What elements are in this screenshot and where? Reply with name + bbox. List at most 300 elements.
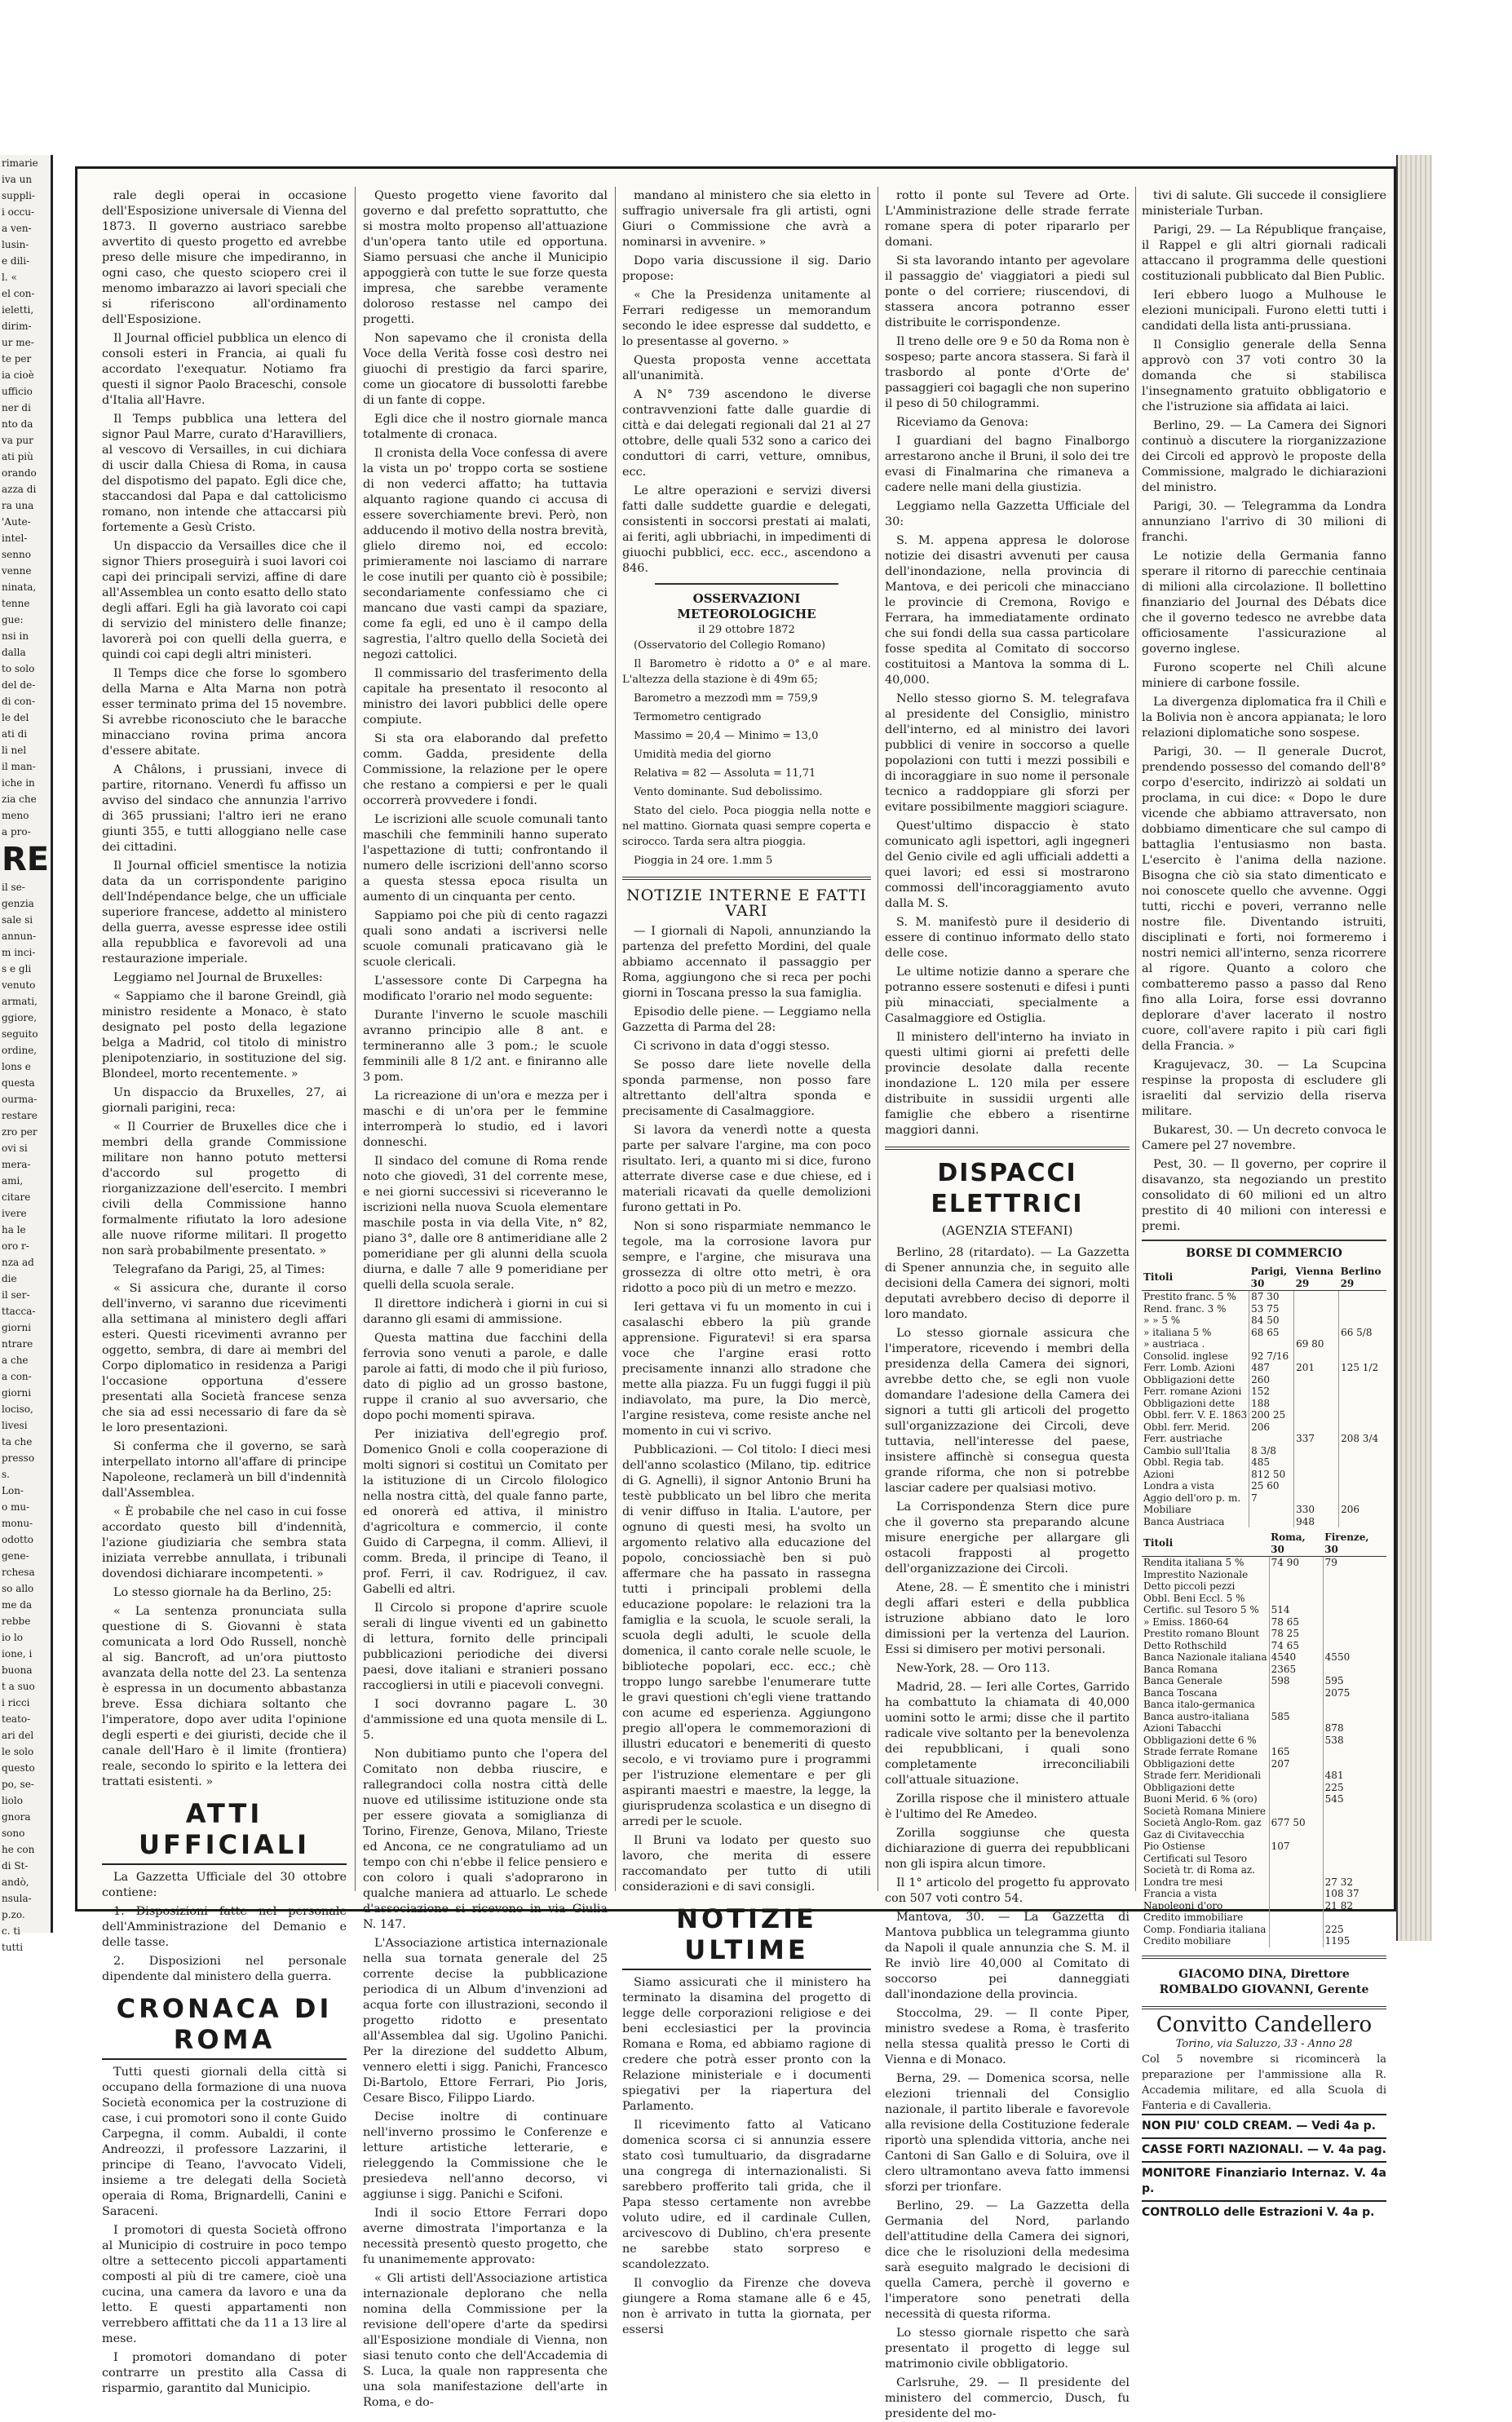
fragment-line: venne	[2, 565, 32, 577]
fragment-line: giorni	[2, 1387, 32, 1399]
paragraph: Dopo varia discussione il sig. Dario propose:	[622, 254, 871, 283]
bourse-cell: Londra tre mesi	[1142, 1876, 1269, 1889]
bourse-cell	[1269, 1829, 1323, 1841]
bourse-cell: Obbl. Beni Eccl. 5 %	[1142, 1593, 1269, 1605]
dispacci-agency: (AGENZIA STEFANI)	[941, 1223, 1073, 1238]
bourse-cell: Obbl. ferr. V. E. 1863	[1142, 1409, 1249, 1421]
bourse-cell: Londra a vista	[1142, 1480, 1249, 1492]
bourse-cell: 152	[1249, 1386, 1294, 1398]
bourse-cell: Banca Romana	[1142, 1664, 1269, 1676]
bourse-cell: 92 7/16	[1249, 1350, 1294, 1363]
paragraph: Leggiamo nella Gazzetta Ufficiale del 30:	[885, 500, 1130, 528]
fragment-line: ur me-	[2, 337, 34, 348]
fragment-line: presso	[2, 1452, 35, 1464]
fragment-line: t a suo	[2, 1681, 35, 1692]
bourse-row	[1142, 1616, 1386, 1629]
bourse-cell: 514	[1269, 1604, 1323, 1616]
bourse-cell: Società Romana Miniere	[1142, 1805, 1269, 1818]
paragraph: Mantova, 30. — La Gazzetta di Mantova pubblica un telegramma giunto da Napoli il quale annunzia che S. M. il Re inviò lire 40,000 al Comitato di soccorso pei danneggiati dall'inondazione della provincia.	[885, 1911, 1130, 2001]
bourse-header-cell: Roma, 30	[1269, 1531, 1323, 1557]
fragment-line: dirim-	[2, 320, 32, 332]
bourse-cell	[1269, 1805, 1323, 1818]
bourse-row	[1142, 1315, 1386, 1327]
fragment-line: po, se-	[2, 1779, 34, 1790]
atti-ufficiali-text	[102, 1870, 347, 1985]
bourse-cell	[1269, 1593, 1323, 1605]
cronaca-di-roma-heading: CRONACA DI ROMA	[102, 1993, 347, 2060]
bourse-cell: 74 90	[1269, 1557, 1323, 1569]
paragraph: I soci dovranno pagare L. 30 d'ammissione ed una quota mensile di L. 5.	[363, 1698, 608, 1742]
bourse-row	[1142, 1746, 1386, 1758]
paragraph: Barometro a mezzodì mm = 759,9	[634, 692, 818, 705]
fragment-line: meno	[2, 810, 29, 821]
paragraph: Un dispaccio da Versailles dice che il signor Thiers proseguirà i suoi lavori coi capi dei principali servizi, affine di dare all'Assemblea un conto esatto dello stato degli affari. Egli ha già lavorato coi capi di servizio del ministero delle finanze; lavorerà poi con quelli della guerra, e quindi coi capi degli altri ministeri.	[102, 540, 347, 661]
fragment-line: ggiore,	[2, 1012, 38, 1023]
paragraph: Questa proposta venne accettata all'unanimità.	[622, 354, 871, 382]
bourse-header-cell: Firenze, 30	[1323, 1531, 1386, 1557]
bourse-row	[1142, 1569, 1386, 1581]
fragment-line: oro r-	[2, 1240, 29, 1252]
bourse-row	[1142, 1398, 1386, 1410]
col5-articles	[1142, 188, 1386, 1235]
bourse-cell	[1294, 1421, 1339, 1434]
paragraph: Episodio delle piene. — Leggiamo nella Gazzetta di Parma del 28:	[622, 1005, 871, 1034]
fragment-line: seguito	[2, 1028, 38, 1040]
paragraph: Egli dice che il nostro giornale manca totalmente di cronaca.	[363, 413, 608, 441]
bourse-header-cell: Titoli	[1142, 1265, 1249, 1291]
bourse-row	[1142, 1664, 1386, 1676]
paragraph: Il Circolo si propone d'aprire scuole serali di lingue viventi ed un gabinetto di lettura, fornito delle principali pubblicazioni periodiche dei diversi paesi, dove italiani e stranieri possano raccogliersi in utili e piacevoli convegni.	[363, 1602, 608, 1692]
bourse-cell	[1323, 1711, 1386, 1723]
paragraph: Atene, 28. — È smentito che i ministri degli affari esteri e della pubblica istruzione abbiano dato le loro dimissioni per la vertenza del Laurion. Essi si dimisero per motivi personali.	[885, 1581, 1130, 1656]
column-rule	[355, 187, 356, 1891]
fragment-line: venuto	[2, 979, 36, 991]
fragment-line: di St-	[2, 1860, 29, 1872]
paragraph: Il ricevimento fatto al Vaticano domenica scorsa ci si annunzia essere stato così tumultuario, da disgradarne una congrega di internazionalisti. Si sarebbero profferito tali grida, che il Papa stesso certamente non avrebbe voluto udire, ed il cardinale Cullen, arcivescovo di Dublino, ch'era presente ne sarebbe stato sorpreso e scandolezzato.	[622, 2119, 871, 2271]
paragraph: Il commissario del trasferimento della capitale ha presentato il resoconto al ministro dei lavori pubblici delle opere compiute.	[363, 667, 608, 727]
bourse-row	[1142, 1593, 1386, 1605]
bourse-cell	[1323, 1864, 1386, 1876]
fragment-line: ione, i	[2, 1648, 33, 1660]
bourse-row	[1142, 1291, 1386, 1303]
bourse-cell	[1323, 1628, 1386, 1640]
bourse-row	[1142, 1604, 1386, 1616]
fragment-line: i occu-	[2, 206, 35, 218]
paragraph: Parigi, 30. — Il generale Ducrot, prendendo possesso del comando dell'8° corpo d'esercito, indirizzò ai soldati un proclama, in cui dice: « Dopo le dure vicende che abbiamo attraversato, non dobbiamo dimenticare che sul campo di battaglia l'entusiasmo non basta. L'esercito è l'anima della nazione. Bisogna che ciò sia stato dimenticato e noi conoscete quello che avvenne. Oggi tutti, ricchi e poveri, verranno nelle nostre file. Diventando istruiti, disciplinati e forti, noi formeremo i nostri nemici all'interno, senza ricorrere al rigore. Quanto a coloro che combatteremo passo a passo dal Reno fino alla Loira, forse essi dovranno deplorare d'aver lacerato il nostro cuore, coll'avere rapito i più cari figli della Francia. »	[1142, 745, 1386, 1053]
column-2	[363, 188, 608, 2409]
fragment-line: rimarie	[2, 157, 38, 169]
bourse-cell: Azioni Tabacchi	[1142, 1722, 1269, 1735]
bourse-cell	[1269, 1888, 1323, 1900]
fragment-line: c. ti	[2, 1925, 21, 1937]
bourse-cell: 201	[1294, 1362, 1339, 1374]
director-line: GIACOMO DINA, Direttore	[1178, 1967, 1350, 1981]
bourse-cell: 812 50	[1249, 1469, 1294, 1481]
paragraph: Decise inoltre di continuare nell'inverno prossimo le Conferenze e letture artistiche letterarie, e rieleggendo la Commissione che le presiedeva nell'anno decorso, vi aggiunse i sigg. Panichi e Scifoni.	[363, 2110, 608, 2201]
bourse-cell: Obbligazioni dette	[1142, 1758, 1269, 1770]
cronaca-text	[102, 2065, 347, 2397]
bourse-cell	[1269, 1793, 1323, 1805]
advert-line: CASSE FORTI NAZIONALI. — V. 4a pag.	[1142, 2137, 1386, 2161]
fragment-line: a ven-	[2, 223, 32, 234]
bourse-row	[1142, 1327, 1386, 1339]
paragraph: S. M. appena appresa le dolorose notizie dei disastri avvenuti per causa dell'inondazione, nella provincia di Mantova, e dei pericoli che minacciano le provincie di Cremona, Rovigo e Ferrara, ha immediatamente ordinato che sui fondi della sua cassa particolare fosse spedita al Comitato di soccorso costituitosi a Mantova la somma di L. 40,000.	[885, 534, 1130, 687]
fragment-line: a che	[2, 1355, 29, 1366]
bourse-row	[1142, 1433, 1386, 1445]
paragraph: Leggiamo nel Journal de Bruxelles:	[113, 971, 323, 984]
bourse-cell	[1339, 1421, 1386, 1434]
paragraph: Zorilla soggiunse che questa dichiarazione di guerra dei repubblicani non gli ispira alcun timore.	[885, 1827, 1130, 1871]
fragment-line: odotto	[2, 1534, 33, 1545]
paragraph: « Che la Presidenza unitamente al Ferrari redigesse un memorandum secondo le idee espresse dal suddetto, e lo presentasse al governo. »	[622, 289, 871, 348]
bourse-cell: 21 82	[1324, 1899, 1354, 1912]
paragraph: « Il Courrier de Bruxelles dice che i membri della grande Commissione militare non hanno potuto mettersi d'accordo sul progetto di riorganizzazione dell'esercito. I membri civili della Commissione hanno formalmente rifiutato la loro adesione alle nuove riforme militari. Il progetto non sarà probabilmente presentato. »	[102, 1120, 347, 1257]
bourse-cell	[1269, 1876, 1323, 1889]
paragraph: Non dubitiamo punto che l'opera del Comitato non debba riuscire, e rallegrandoci colla nostra città delle nuove ed utilissime istituzione onde sta per essere giovata a somiglianza di Torino, Firenze, Genova, Milano, Trieste ed Ancona, ce ne congratuliamo ad un tempo con chi n'ebbe il felice pensiero e con coloro i quali s'adoprarono in qualche maniera ad attuarlo. Le schede d'associazione si ricevono in via Giulia N. 147.	[363, 1748, 608, 1931]
bourse-row	[1142, 1841, 1386, 1853]
fragment-line: rebbe	[2, 1615, 31, 1627]
bourse-cell: 538	[1324, 1734, 1344, 1746]
bourse-row	[1142, 1492, 1386, 1505]
bourse-cell	[1323, 1593, 1386, 1605]
paragraph: Parigi, 30. — Telegramma da Londra annunziano l'arrivo di 30 milioni di franchi.	[1142, 500, 1386, 544]
bourse-header-cell: Berlino 29	[1339, 1265, 1386, 1291]
column-4	[885, 188, 1130, 2420]
paragraph: Nello stesso giorno S. M. telegrafava al presidente del Consiglio, ministro dell'interno, ed al ministro dei lavori pubblici di venire in soccorso a quelle popolazioni con tutti i mezzi possibili e di incoraggiare in suo nome il personale tecnico a raddoppiare gli sforzi per evitare possibilmente maggiori sciagure.	[885, 692, 1130, 814]
bourse-cell	[1249, 1433, 1294, 1445]
fragment-line: to solo	[2, 663, 35, 674]
fragment-line: monu-	[2, 1518, 33, 1529]
fragment-line: ia cioè	[2, 369, 34, 381]
bourse-cell: 208 3/4	[1341, 1433, 1379, 1444]
bourse-cell	[1323, 1664, 1386, 1676]
fragment-line: ourma-	[2, 1094, 38, 1105]
paragraph: Pioggia in 24 ore. 1.mm 5	[634, 855, 773, 867]
paragraph: Vento dominante. Sud debolissimo.	[634, 786, 823, 798]
paragraph: tivi di salute. Gli succede il consigliere ministeriale Turban.	[1142, 189, 1386, 218]
paragraph: Indi il socio Ettore Ferrari dopo averne dimostrata l'importanza e la necessità presentò questo progetto, che fu unanimemente approvato:	[363, 2207, 608, 2266]
bourse-cell: 4540	[1269, 1651, 1323, 1664]
meteo-heading: OSSERVAZIONI METEOROLOGICHE	[677, 591, 816, 621]
bourse-cell	[1339, 1409, 1386, 1421]
fragment-line: sono	[2, 1828, 25, 1839]
bourse-cell	[1323, 1853, 1386, 1865]
paragraph: Riceviamo da Genova:	[896, 416, 1029, 429]
paragraph: Il Journal officiel pubblica un elenco di consoli esteri in Francia, ai quali fu accordato l'exequatur. Notiamo fra questi il signor Paolo Braceschi, console d'Italia all'Havre.	[102, 332, 347, 407]
bourse-cell: Imprestito Nazionale	[1142, 1569, 1269, 1581]
fragment-line: iche in	[2, 777, 35, 789]
bourse-row	[1142, 1640, 1386, 1652]
paragraph: Relativa = 82 — Assoluta = 11,71	[634, 767, 816, 780]
paragraph: Umidità media del giorno	[634, 749, 771, 761]
paragraph: Durante l'inverno le scuole maschili avranno principio alle 8 ant. e termineranno alle 3 pom.; le scuole femminili alle 8 1/2 ant. e finiranno alle 3 pom.	[363, 1009, 608, 1084]
fragment-line: andò,	[2, 1876, 29, 1888]
bourse-row	[1142, 1935, 1386, 1947]
bourse-cell: Gaz di Civitavecchia	[1142, 1829, 1269, 1841]
bourse-cell: 27 32	[1324, 1876, 1354, 1888]
fragment-line: iva un	[2, 174, 33, 185]
bourse-cell	[1323, 1699, 1386, 1711]
paragraph: Il treno delle ore 9 e 50 da Roma non è sospeso; parte ancora stassera. Si farà il trasbordo al ponte d'Orte de' passaggieri coi bagagli che non superino il peso di 50 chilogrammi.	[885, 335, 1130, 410]
bourse-cell: Francia a vista	[1142, 1888, 1269, 1900]
bourse-row	[1142, 1853, 1386, 1865]
bourse-cell	[1323, 1805, 1386, 1818]
bourse-cell: 25 60	[1249, 1480, 1294, 1492]
bourse-cell: Banca Nazionale italiana	[1142, 1651, 1269, 1664]
paragraph: (Osservatorio del Collegio Romano)	[634, 639, 825, 652]
fragment-line: azza di	[2, 484, 37, 495]
bourse-cell	[1269, 1722, 1323, 1735]
fragment-line: e dili-	[2, 255, 30, 267]
bourse-cell: Pio Ostiense	[1142, 1841, 1269, 1853]
column-rule	[615, 187, 616, 1891]
fragment-line: ha le	[2, 1224, 26, 1235]
bourse-cell	[1269, 1699, 1323, 1711]
paragraph: Il 1° articolo del progetto fu approvato con 507 voti contro 54.	[885, 1876, 1130, 1905]
bourse-cell: 53 75	[1249, 1303, 1294, 1315]
notizie-ultime-heading: NOTIZIE ULTIME	[622, 1903, 871, 1970]
paragraph: Questa mattina due facchini della ferrovia sono venuti a parole, e dalle parole ai fatti, di modo che il più furioso, dato di piglio ad un grosso bastone, ruppe il cranio al suo avversario, che dopo pochi momenti spirava.	[363, 1332, 608, 1422]
fragment-line: ner di	[2, 402, 31, 413]
bourse-row	[1142, 1829, 1386, 1841]
paragraph: Le iscrizioni alle scuole comunali tanto maschili che femminili hanno superato l'aspettazione di tutti; confrontando il numero delle iscrizioni dell'anno scorso a questa stessa epoca risulta un aumento di un cinquanta per cento.	[363, 813, 608, 904]
fragment-line: di con-	[2, 696, 36, 707]
bourse-cell: 330	[1294, 1504, 1339, 1516]
bourse-cell	[1269, 1770, 1323, 1782]
bourse-cell	[1339, 1386, 1386, 1398]
bourse-cell	[1294, 1398, 1339, 1410]
fragment-line: le del	[2, 712, 29, 723]
dispacci-heading: DISPACCI ELETTRICI	[931, 1159, 1084, 1218]
fragment-line: tenne	[2, 598, 30, 609]
paragraph: mandano al ministero che sia eletto in suffragio universale fra gli artisti, ogni Giuri o Commissione che avrà a nominarsi in avvenire. »	[622, 189, 871, 249]
bourse-cell: 78 65	[1269, 1616, 1323, 1629]
fragment-line: genzia	[2, 898, 34, 909]
bourse-row	[1142, 1924, 1386, 1936]
bourse-cell	[1323, 1616, 1386, 1629]
bourse-cell: 108 37	[1324, 1888, 1359, 1899]
bourse-row	[1142, 1770, 1386, 1782]
bourse-cell: 87 30	[1249, 1291, 1294, 1303]
bourse-row	[1142, 1711, 1386, 1723]
fragment-line: ordine,	[2, 1045, 38, 1056]
fragment-line: s e gli	[2, 963, 32, 975]
bourse-cell	[1339, 1338, 1386, 1350]
paragraph: Tutti questi giornali della città si occupano della formazione di una nuova Società economica per la costruzione di case, i cui promotori sono il conte Guido Carpegna, il comm. Aubaldi, il conte Andreozzi, il professore Lazzarini, il principe di Teano, l'avvocato Videli, insieme a tre delegati della Società operaia di Roma, Brignardelli, Canini e Saraceni.	[102, 2066, 347, 2218]
separator	[1142, 1240, 1386, 1241]
fragment-line: a con-	[2, 1371, 32, 1382]
paragraph: La ricreazione di un'ora e mezza per i maschi e di un'ora per le femmine interromperà lo studio, ed i lavori donneschi.	[363, 1089, 608, 1149]
paragraph: Il cronista della Voce confessa di avere la vista un po' troppo corta se sostiene di non vederci affatto; ha tuttavia alquanto ragione quando ci accusa di essere soverchiamente brevi. Però, non adducendo il motivo della nostra brevità, glielo diremo noi, ed eccolo: primieramente noi lasciamo di narrare le cose inutili per quanto ciò è possibile; secondariamente confessiamo che ci mancano due vasti campi da spaziare, come fa egli, ed uno è il campo della sagrestia, l'altro quello della Società dei negozi cattolici.	[363, 447, 608, 661]
bourse-row	[1142, 1900, 1386, 1912]
dispacci-text	[885, 1245, 1130, 2422]
bourse-row	[1142, 1516, 1386, 1528]
bourse-cell: 8 3/8	[1249, 1445, 1294, 1457]
paragraph: « Sappiamo che il barone Greindl, già ministro residente a Monaco, è stato designato pel posto della legazione belga a Madrid, col titolo di ministro plenipotenziario, in sostituzione del sig. Blondeel, morto recentemente. »	[102, 990, 347, 1081]
bourse-row	[1142, 1722, 1386, 1735]
paragraph: La Gazzetta Ufficiale del 30 ottobre contiene:	[102, 1871, 347, 1899]
paragraph: Madrid, 28. — Ieri alle Cortes, Garrido ha combattuto la chiamata di 40,000 uomini sotto le armi; disse che il partito radicale vive soltanto per la benevolenza dei repubblicani, i quali sono completamente irreconciliabili coll'attuale situazione.	[885, 1681, 1130, 1787]
fragment-line: livesi	[2, 1420, 28, 1431]
bourse-cell	[1269, 1935, 1323, 1947]
bourse-cell	[1339, 1445, 1386, 1457]
paragraph: I guardiani del bagno Finalborgo arrestarono anche il Bruni, il solo dei tre evasi di Finalmarina che rimaneva a cadere nelle mani della giustizia.	[885, 435, 1130, 494]
paragraph: Massimo = 20,4 — Minimo = 13,0	[634, 730, 819, 742]
bourse-cell: 225	[1324, 1781, 1344, 1793]
fragment-line: nza ad	[2, 1257, 34, 1268]
fragment-line: nsi in	[2, 630, 29, 642]
bourse-cell: Prestito franc. 5 %	[1142, 1291, 1249, 1303]
bourse-cell: 485	[1249, 1456, 1294, 1469]
bourse-cell: 2075	[1324, 1686, 1351, 1699]
col3-articles	[622, 188, 871, 577]
fragment-line: gue:	[2, 614, 24, 625]
bourse-cell: 125 1/2	[1341, 1362, 1379, 1373]
bourse-cell	[1294, 1315, 1339, 1327]
bourse-cell: Banca italo-germanica	[1142, 1699, 1269, 1711]
bourse-cell	[1323, 1829, 1386, 1841]
fragment-line: il se-	[2, 882, 25, 893]
atti-ufficiali-heading: ATTI UFFICIALI	[102, 1798, 347, 1865]
bourse-cell: 487	[1249, 1362, 1294, 1374]
paragraph: S. M. manifestò pure il desiderio di essere di continuo informato dello stato delle cose.	[885, 916, 1130, 960]
bourse-row	[1142, 1303, 1386, 1315]
paragraph: Il Temps pubblica una lettera del signor Paul Marre, curato d'Haravilliers, al vescovo di Versailles, in cui dichiara di uscir dalla Chiesa di Roma, in causa del dispotismo del papato. Egli dice che, staccandosi dal Papa e dal cattolicismo romano, non intende che attaccarsi più fortemente a Gesù Cristo.	[102, 413, 347, 534]
advert-line: CONTROLLO delle Estrazioni V. 4a p.	[1142, 2200, 1386, 2224]
bourse-cell: Obbligazioni dette	[1142, 1374, 1249, 1386]
fragment-line: Lon-	[2, 1485, 24, 1496]
bourse-cell: Detto piccoli pezzi	[1142, 1580, 1269, 1593]
bourse-row	[1142, 1580, 1386, 1593]
bourse-cell	[1339, 1291, 1386, 1303]
bourse-cell	[1339, 1374, 1386, 1386]
bourse-cell	[1323, 1640, 1386, 1652]
paragraph: I promotori di questa Società offrono al Municipio di costruire in poco tempo oltre a settecento piccoli appartamenti composti al più di tre camere, cioè una cucina, una camera da lavoro e una da letto. E questi appartamenti non verrebbero affittati che da 11 a 13 lire al mese.	[102, 2224, 347, 2345]
fragment-line: l. «	[2, 272, 17, 283]
bourse-cell: 225	[1324, 1923, 1344, 1935]
bourse-cell: Cambio sull'Italia	[1142, 1445, 1249, 1457]
fragment-line: tutti	[2, 1942, 24, 1953]
bourse-cell: 66 5/8	[1341, 1326, 1373, 1338]
fragment-line: ati più	[2, 451, 33, 462]
bourse-cell	[1269, 1900, 1323, 1912]
paragraph: Termometro centigrado	[634, 711, 762, 723]
fragment-line: io lo	[2, 1632, 23, 1643]
fragment-line: 'Aute-	[2, 516, 31, 528]
paragraph: « Gli artisti dell'Associazione artistica internazionale deplorano che nella nomina della Commissione per la revisione dell'opere d'arte da spedirsi all'Esposizione mondiale di Vienna, non siasi tenuto conto che dell'Accademia di S. Luca, la quale non rappresenta che una sola manifestazione dell'arte in Roma, e do-	[363, 2272, 608, 2409]
paragraph: La divergenza diplomatica fra il Chilì e la Bolivia non è ancora appianata; le loro relazioni diplomatiche sono sospese.	[1142, 696, 1386, 740]
paragraph: rotto il ponte sul Tevere ad Orte. L'Amministrazione delle strade ferrate romane spera di poter ripararlo per domani.	[885, 189, 1130, 249]
fragment-line: il man-	[2, 761, 36, 772]
bourse-cell: Società Anglo-Rom. gaz	[1142, 1817, 1269, 1829]
bourse-row	[1142, 1793, 1386, 1805]
bourse-row	[1142, 1817, 1386, 1829]
paragraph: Telegrafano da Parigi, 25, al Times:	[113, 1263, 325, 1276]
fragment-line: ari del	[2, 1730, 34, 1741]
fragment-line: te per	[2, 353, 32, 365]
bourse-cell: Obbligazioni dette	[1142, 1398, 1249, 1410]
page-stack-edge	[1396, 155, 1432, 1941]
bourse-row	[1142, 1805, 1386, 1818]
bourse-cell	[1294, 1386, 1339, 1398]
bourse-table-foreign	[1142, 1265, 1386, 1527]
bourse-cell: 1195	[1324, 1935, 1351, 1947]
separator	[622, 877, 871, 880]
fragment-line: ninata,	[2, 581, 37, 593]
bourse-cell: Comp. Fondiaria italiana	[1142, 1924, 1269, 1936]
separator	[885, 1147, 1130, 1150]
separator	[655, 583, 838, 585]
paragraph: rale degli operai in occasione dell'Esposizione universale di Vienna del 1873. Il governo austriaco sarebbe avvertito di questo progetto ed avrebbe preso delle misure che impediranno, in ogni caso, che questo sciopero crei il menomo imbarazzo ai lavori speciali che si riferiscono all'ordinamento dell'Esposizione.	[102, 189, 347, 326]
convitto-title: Convitto Candellero	[1156, 2012, 1373, 2037]
bourse-row	[1142, 1386, 1386, 1398]
bourse-table-italian	[1142, 1531, 1386, 1947]
col4-articles	[885, 188, 1130, 1138]
paragraph: Il sindaco del comune di Roma rende noto che giovedì, 31 del corrente mese, e nei giorni successivi si riceveranno le iscrizioni nella nuova Scuola elementare maschile posta in via della Vite, n° 82, piano 3°, dalle ore 8 antimeridiane alle 2 pomeridiane per gli alunni della scuola diurna, e dalle 7 alle 9 pomeridiane per quelli della scuola serale.	[363, 1155, 608, 1292]
bourse-cell: Strade ferrate Romane	[1142, 1746, 1269, 1758]
bourse-cell: Rendita italiana 5 %	[1142, 1557, 1269, 1569]
bourse-row	[1142, 1758, 1386, 1770]
bourse-cell	[1323, 1912, 1386, 1924]
paragraph: Berna, 29. — Domenica scorsa, nelle elezioni triennali del Consiglio nazionale, il partito liberale e favorevole alla revisione della Costituzione federale riportò una splendida vittoria, anche nei Cantoni di San Gallo e di Soluira, ove il clero ultramontano aveva fatto immensi sforzi per trionfare.	[885, 2072, 1130, 2194]
col2-articles	[363, 188, 608, 2411]
paragraph: 1. Disposizioni fatte nel personale dell'Amministrazione del Demanio e delle tasse.	[102, 1905, 347, 1949]
paragraph: 2. Disposizioni nel personale dipendente dal ministero della guerra.	[102, 1955, 347, 1983]
fragment-line: annun-	[2, 930, 37, 942]
bourse-cell: Obbl. Regia tab.	[1142, 1456, 1249, 1469]
bourse-cell: 74 65	[1269, 1640, 1323, 1652]
bourse-cell	[1339, 1480, 1386, 1492]
fragment-line: lociso,	[2, 1403, 33, 1415]
bourse-cell	[1339, 1398, 1386, 1410]
paragraph: Si lavora da venerdì notte a questa parte per salvare l'argine, ma con poco risultato. Ieri, a quanto mi si dice, furono atterrate diverse case e due chiese, ed i materiali ricavati da quelle demolizioni furono gettati in Po.	[622, 1124, 871, 1214]
fragment-line: nto da	[2, 418, 33, 430]
fragment-line: ra una	[2, 500, 34, 511]
separator	[1142, 2006, 1386, 2009]
bourse-cell: 206	[1249, 1421, 1294, 1434]
bourse-cell: 260	[1249, 1374, 1294, 1386]
paragraph: Un dispaccio da Bruxelles, 27, ai giornali parigini, reca:	[102, 1086, 347, 1115]
bourse-cell: 948	[1294, 1516, 1339, 1528]
paragraph: Kragujevacz, 30. — La Scupcina respinse la proposta di escludere gli israeliti dal servizio della riserva militare.	[1142, 1059, 1386, 1118]
paragraph: Stato del cielo. Poca pioggia nella notte e nel mattino. Giornata quasi sempre coperta e scirocco. Tarda sera altra pioggia.	[622, 805, 871, 848]
convitto-text: Col 5 novembre si ricomincerà la preparazione per l'ammissione alla R. Accademia militare, ed alla Scuola di Fanteria e di Cavalleria.	[1142, 2053, 1386, 2112]
footer-and-ads	[1142, 1956, 1386, 2224]
bourse-cell	[1294, 1480, 1339, 1492]
notizie-interne-heading: NOTIZIE INTERNE E FATTI VARI	[626, 886, 867, 920]
col1-articles	[102, 188, 347, 1790]
paragraph: Lo stesso giornale ha da Berlino, 25:	[113, 1586, 332, 1599]
bourse-row	[1142, 1409, 1386, 1421]
fragment-line: ami,	[2, 1175, 24, 1187]
bourse-cell: 165	[1269, 1746, 1323, 1758]
bourse-cell: Mobiliare	[1142, 1504, 1249, 1516]
bourse-cell	[1339, 1492, 1386, 1505]
fragment-line: p.zo.	[2, 1909, 25, 1920]
bourse-cell: Società tr. di Roma az.	[1142, 1864, 1269, 1876]
fragment-line: so allo	[2, 1583, 34, 1594]
meteo-date: il 29 ottobre 1872	[698, 624, 795, 636]
bourse-cell: 207	[1269, 1758, 1323, 1770]
paragraph: Quest'ultimo dispaccio è stato comunicato agli ispettori, agli ingegneri del Genio civile ed agli ufficiali addetti a quei lavori; ed essi si mostrarono commossi dell'incoraggiamento avuto dalla M. S.	[885, 820, 1130, 910]
paragraph: — I giornali di Napoli, annunziando la partenza del prefetto Mordini, del quale abbiamo accennato il passaggio per Roma, aggiungono che si reca per pochi giorni in Toscana presso la sua famiglia.	[622, 925, 871, 1000]
bourse-cell	[1339, 1315, 1386, 1327]
bourse-cell	[1323, 1569, 1386, 1581]
bourse-row	[1142, 1735, 1386, 1747]
convitto-address: Torino, via Saluzzo, 33 - Anno 28	[1175, 2037, 1353, 2050]
bourse-cell: Certificati sul Tesoro	[1142, 1853, 1269, 1865]
bourse-cell: 7	[1249, 1492, 1294, 1505]
